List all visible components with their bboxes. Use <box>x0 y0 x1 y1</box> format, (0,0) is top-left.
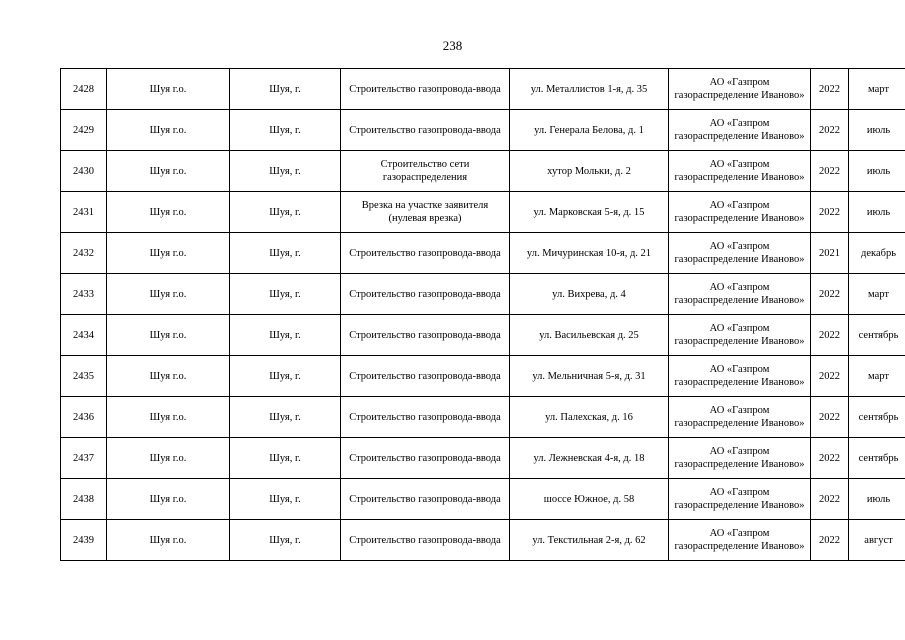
row-number-cell: 2438 <box>61 479 107 520</box>
table-row <box>61 233 905 274</box>
row-number-cell: 2439 <box>61 520 107 561</box>
address-cell: ул. Васильевская д. 25 <box>510 315 669 356</box>
organization-cell: АО «Газпром газораспределение Иваново» <box>669 151 811 192</box>
settlement-cell: Шуя, г. <box>230 151 341 192</box>
table-row <box>61 397 905 438</box>
municipality-cell: Шуя г.о. <box>107 356 230 397</box>
row-number-cell: 2430 <box>61 151 107 192</box>
table-row <box>61 520 905 561</box>
month-cell: июль <box>849 479 905 520</box>
municipality-cell: Шуя г.о. <box>107 192 230 233</box>
organization-cell: АО «Газпром газораспределение Иваново» <box>669 356 811 397</box>
gas-connection-table <box>60 68 905 561</box>
municipality-cell: Шуя г.о. <box>107 397 230 438</box>
address-cell: ул. Текстильная 2-я, д. 62 <box>510 520 669 561</box>
settlement-cell: Шуя, г. <box>230 438 341 479</box>
row-number-cell: 2432 <box>61 233 107 274</box>
settlement-cell: Шуя, г. <box>230 520 341 561</box>
table-row <box>61 192 905 233</box>
municipality-cell: Шуя г.о. <box>107 274 230 315</box>
municipality-cell: Шуя г.о. <box>107 520 230 561</box>
month-cell: март <box>849 356 905 397</box>
work-type-cell: Строительство газопровода-ввода <box>341 356 510 397</box>
year-cell: 2022 <box>811 315 849 356</box>
year-cell: 2022 <box>811 438 849 479</box>
work-type-cell: Строительство газопровода-ввода <box>341 110 510 151</box>
row-number-cell: 2433 <box>61 274 107 315</box>
address-cell: ул. Вихрева, д. 4 <box>510 274 669 315</box>
settlement-cell: Шуя, г. <box>230 274 341 315</box>
organization-cell: АО «Газпром газораспределение Иваново» <box>669 520 811 561</box>
municipality-cell: Шуя г.о. <box>107 315 230 356</box>
organization-cell: АО «Газпром газораспределение Иваново» <box>669 69 811 110</box>
year-cell: 2022 <box>811 479 849 520</box>
month-cell: сентябрь <box>849 315 905 356</box>
year-cell: 2022 <box>811 274 849 315</box>
address-cell: шоссе Южное, д. 58 <box>510 479 669 520</box>
organization-cell: АО «Газпром газораспределение Иваново» <box>669 233 811 274</box>
year-cell: 2022 <box>811 192 849 233</box>
municipality-cell: Шуя г.о. <box>107 151 230 192</box>
table-row <box>61 110 905 151</box>
address-cell: ул. Металлистов 1-я, д. 35 <box>510 69 669 110</box>
municipality-cell: Шуя г.о. <box>107 110 230 151</box>
organization-cell: АО «Газпром газораспределение Иваново» <box>669 479 811 520</box>
month-cell: июль <box>849 192 905 233</box>
work-type-cell: Строительство сети газораспределения <box>341 151 510 192</box>
work-type-cell: Строительство газопровода-ввода <box>341 479 510 520</box>
settlement-cell: Шуя, г. <box>230 110 341 151</box>
year-cell: 2022 <box>811 520 849 561</box>
year-cell: 2021 <box>811 233 849 274</box>
month-cell: июль <box>849 110 905 151</box>
month-cell: декабрь <box>849 233 905 274</box>
table-row <box>61 315 905 356</box>
year-cell: 2022 <box>811 397 849 438</box>
year-cell: 2022 <box>811 110 849 151</box>
settlement-cell: Шуя, г. <box>230 192 341 233</box>
municipality-cell: Шуя г.о. <box>107 233 230 274</box>
month-cell: март <box>849 69 905 110</box>
work-type-cell: Строительство газопровода-ввода <box>341 315 510 356</box>
address-cell: хутор Мольки, д. 2 <box>510 151 669 192</box>
month-cell: сентябрь <box>849 397 905 438</box>
row-number-cell: 2437 <box>61 438 107 479</box>
row-number-cell: 2431 <box>61 192 107 233</box>
organization-cell: АО «Газпром газораспределение Иваново» <box>669 397 811 438</box>
settlement-cell: Шуя, г. <box>230 315 341 356</box>
address-cell: ул. Генерала Белова, д. 1 <box>510 110 669 151</box>
row-number-cell: 2434 <box>61 315 107 356</box>
row-number-cell: 2429 <box>61 110 107 151</box>
row-number-cell: 2436 <box>61 397 107 438</box>
settlement-cell: Шуя, г. <box>230 69 341 110</box>
table-row <box>61 479 905 520</box>
municipality-cell: Шуя г.о. <box>107 438 230 479</box>
month-cell: август <box>849 520 905 561</box>
page-number: 238 <box>442 38 463 53</box>
year-cell: 2022 <box>811 69 849 110</box>
address-cell: ул. Лежневская 4-я, д. 18 <box>510 438 669 479</box>
month-cell: июль <box>849 151 905 192</box>
work-type-cell: Врезка на участке заявителя (нулевая врезка) <box>341 192 510 233</box>
organization-cell: АО «Газпром газораспределение Иваново» <box>669 110 811 151</box>
address-cell: ул. Палехская, д. 16 <box>510 397 669 438</box>
settlement-cell: Шуя, г. <box>230 397 341 438</box>
table-row <box>61 69 905 110</box>
organization-cell: АО «Газпром газораспределение Иваново» <box>669 274 811 315</box>
year-cell: 2022 <box>811 151 849 192</box>
work-type-cell: Строительство газопровода-ввода <box>341 438 510 479</box>
work-type-cell: Строительство газопровода-ввода <box>341 397 510 438</box>
table-row <box>61 151 905 192</box>
row-number-cell: 2428 <box>61 69 107 110</box>
month-cell: март <box>849 274 905 315</box>
table-row <box>61 356 905 397</box>
year-cell: 2022 <box>811 356 849 397</box>
settlement-cell: Шуя, г. <box>230 233 341 274</box>
table-row <box>61 438 905 479</box>
organization-cell: АО «Газпром газораспределение Иваново» <box>669 192 811 233</box>
municipality-cell: Шуя г.о. <box>107 69 230 110</box>
table-body <box>61 69 905 561</box>
table-row <box>61 274 905 315</box>
row-number-cell: 2435 <box>61 356 107 397</box>
work-type-cell: Строительство газопровода-ввода <box>341 520 510 561</box>
address-cell: ул. Мельничная 5-я, д. 31 <box>510 356 669 397</box>
settlement-cell: Шуя, г. <box>230 479 341 520</box>
work-type-cell: Строительство газопровода-ввода <box>341 69 510 110</box>
month-cell: сентябрь <box>849 438 905 479</box>
organization-cell: АО «Газпром газораспределение Иваново» <box>669 438 811 479</box>
work-type-cell: Строительство газопровода-ввода <box>341 274 510 315</box>
organization-cell: АО «Газпром газораспределение Иваново» <box>669 315 811 356</box>
work-type-cell: Строительство газопровода-ввода <box>341 233 510 274</box>
settlement-cell: Шуя, г. <box>230 356 341 397</box>
address-cell: ул. Мичуринская 10-я, д. 21 <box>510 233 669 274</box>
municipality-cell: Шуя г.о. <box>107 479 230 520</box>
address-cell: ул. Марковская 5-я, д. 15 <box>510 192 669 233</box>
